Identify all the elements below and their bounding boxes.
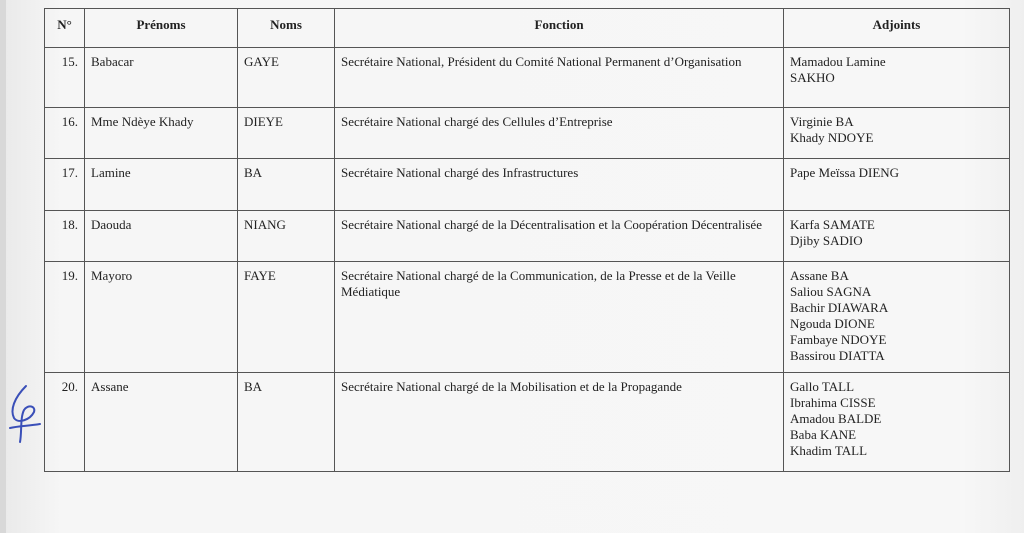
adjoint-name: Ngouda DIONE <box>790 316 875 331</box>
adjoint-name: Amadou BALDE <box>790 411 882 426</box>
header-adjoints: Adjoints <box>784 9 1010 48</box>
row-prenom: Daouda <box>85 211 238 262</box>
row-number: 20. <box>45 373 85 472</box>
row-number: 19. <box>45 262 85 373</box>
header-fonction: Fonction <box>335 9 784 48</box>
adjoint-name: Bassirou DIATTA <box>790 348 885 363</box>
row-adjoints <box>784 159 1010 211</box>
header-prenoms: Prénoms <box>85 9 238 48</box>
adjoint-name: Saliou SAGNA <box>790 284 872 299</box>
table-row <box>45 373 1010 472</box>
roster-table <box>44 8 1010 472</box>
row-nom: BA <box>238 159 335 211</box>
page-edge <box>0 0 6 533</box>
row-prenom: Lamine <box>85 159 238 211</box>
row-fonction: Secrétaire National chargé de la Décentralisation et la Coopération Décentralisée <box>335 211 784 262</box>
row-nom: NIANG <box>238 211 335 262</box>
row-adjoints <box>784 262 1010 373</box>
row-fonction: Secrétaire National chargé des Infrastructures <box>335 159 784 211</box>
header-number: N° <box>45 9 85 48</box>
row-adjoints <box>784 211 1010 262</box>
adjoint-name: Fambaye NDOYE <box>790 332 887 347</box>
table-row <box>45 48 1010 108</box>
adjoint-name: Virginie BA <box>790 114 854 129</box>
adjoint-name: Bachir DIAWARA <box>790 300 889 315</box>
row-nom: FAYE <box>238 262 335 373</box>
table-row <box>45 262 1010 373</box>
row-fonction: Secrétaire National, Président du Comité National Permanent d’Organisation <box>335 48 784 108</box>
row-prenom: Mayoro <box>85 262 238 373</box>
row-prenom: Mme Ndèye Khady <box>85 108 238 159</box>
row-number: 16. <box>45 108 85 159</box>
adjoint-name: Khadim TALL <box>790 443 868 458</box>
row-fonction: Secrétaire National chargé de la Mobilisation et de la Propagande <box>335 373 784 472</box>
row-number: 18. <box>45 211 85 262</box>
row-fonction: Secrétaire National chargé de la Communication, de la Presse et de la Veille Médiatique <box>335 262 784 373</box>
row-adjoints <box>784 108 1010 159</box>
header-noms: Noms <box>238 9 335 48</box>
adjoint-name: Mamadou Lamine <box>790 54 886 69</box>
adjoint-name: Pape Meïssa DIENG <box>790 165 900 180</box>
adjoint-name: Assane BA <box>790 268 849 283</box>
adjoint-name: Baba KANE <box>790 427 857 442</box>
row-number: 15. <box>45 48 85 108</box>
table-row <box>45 211 1010 262</box>
row-prenom: Assane <box>85 373 238 472</box>
row-nom: BA <box>238 373 335 472</box>
row-adjoints <box>784 373 1010 472</box>
table-row <box>45 108 1010 159</box>
adjoint-name: Djiby SADIO <box>790 233 863 248</box>
adjoint-name: SAKHO <box>790 70 835 85</box>
row-adjoints <box>784 48 1010 108</box>
row-prenom: Babacar <box>85 48 238 108</box>
adjoint-name: Khady NDOYE <box>790 130 874 145</box>
adjoint-name: Gallo TALL <box>790 379 855 394</box>
adjoint-name: Karfa SAMATE <box>790 217 875 232</box>
table-header-row <box>45 9 1010 48</box>
row-nom: GAYE <box>238 48 335 108</box>
row-fonction: Secrétaire National chargé des Cellules d’Entreprise <box>335 108 784 159</box>
row-nom: DIEYE <box>238 108 335 159</box>
table-row <box>45 159 1010 211</box>
adjoint-name: Ibrahima CISSE <box>790 395 876 410</box>
row-number: 17. <box>45 159 85 211</box>
handwritten-initial-mark-icon <box>4 380 44 450</box>
